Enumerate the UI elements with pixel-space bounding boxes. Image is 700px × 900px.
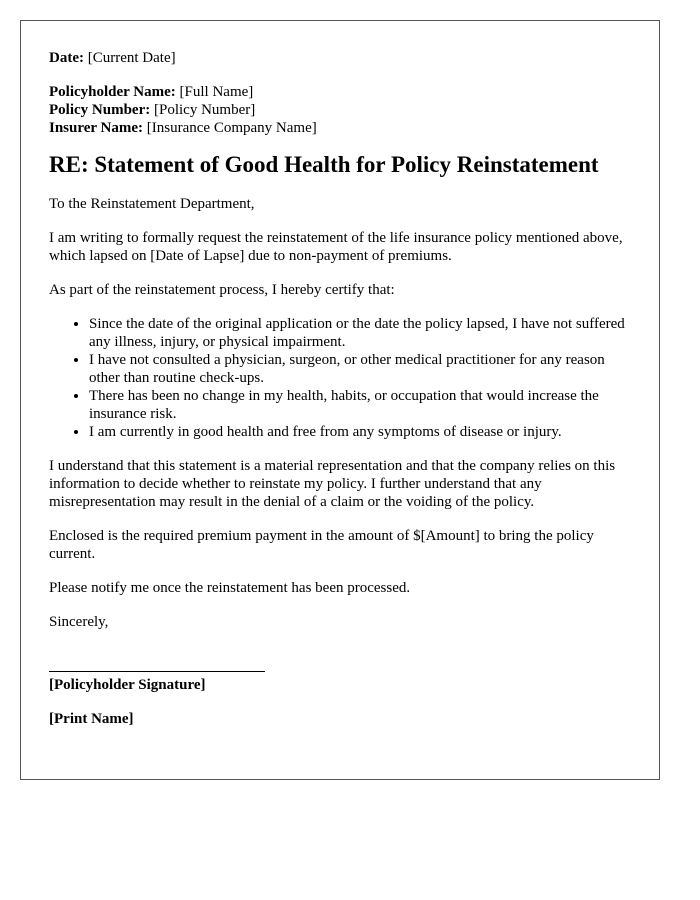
date-value: [Current Date] bbox=[87, 50, 176, 66]
signature-line bbox=[49, 647, 265, 672]
insurer-label: Insurer Name: bbox=[49, 120, 144, 136]
insurer-value: [Insurance Company Name] bbox=[146, 120, 317, 136]
valediction: Sincerely, bbox=[49, 614, 109, 630]
spacer bbox=[49, 67, 631, 83]
list-item: • I have not consulted a physician, surgeon, or other medical practitioner for any reason other than routine check-ups. bbox=[89, 351, 631, 387]
policy-number-label: Policy Number: bbox=[49, 102, 151, 118]
date-line bbox=[49, 49, 631, 67]
enclosed-paragraph: Enclosed is the required premium payment in the amount of $[Amount] to bring the policy current. bbox=[49, 528, 594, 562]
letter-page bbox=[20, 20, 660, 780]
date-label: Date: bbox=[49, 50, 84, 66]
policyholder-label: Policyholder Name: bbox=[49, 84, 176, 100]
signature-label: [Policyholder Signature] bbox=[49, 677, 206, 693]
list-item: • I am currently in good health and free from any symptoms of disease or injury. bbox=[89, 423, 631, 441]
policy-number-value: [Policy Number] bbox=[153, 102, 256, 118]
policyholder-value: [Full Name] bbox=[179, 84, 254, 100]
understanding-paragraph: I understand that this statement is a material representation and that the company relies on this information to decide whether to reinstate my policy. I further understand that any misrepresentation may result in the denial of a claim or the voiding of the policy. bbox=[49, 458, 616, 510]
print-name-label: [Print Name] bbox=[49, 711, 134, 727]
policy-number-line bbox=[49, 101, 631, 119]
subject-heading: RE: Statement of Good Health for Policy Reinstatement bbox=[49, 152, 599, 177]
insurer-line bbox=[49, 119, 631, 137]
certify-intro-paragraph: As part of the reinstatement process, I hereby certify that: bbox=[49, 282, 395, 298]
certification-list bbox=[49, 315, 631, 441]
request-paragraph: I am writing to formally request the reinstatement of the life insurance policy mentioned above, which lapsed on [Date of Lapse] due to non-payment of premiums. bbox=[49, 230, 623, 264]
list-item: • There has been no change in my health, habits, or occupation that would increase the insurance risk. bbox=[89, 387, 631, 423]
policyholder-line bbox=[49, 83, 631, 101]
policy-info-block bbox=[49, 83, 631, 137]
list-item: • Since the date of the original application or the date the policy lapsed, I have not suffered any illness, injury, or physical impairment. bbox=[89, 315, 631, 351]
salutation: To the Reinstatement Department, bbox=[49, 196, 255, 212]
notify-paragraph: Please notify me once the reinstatement has been processed. bbox=[49, 580, 411, 596]
